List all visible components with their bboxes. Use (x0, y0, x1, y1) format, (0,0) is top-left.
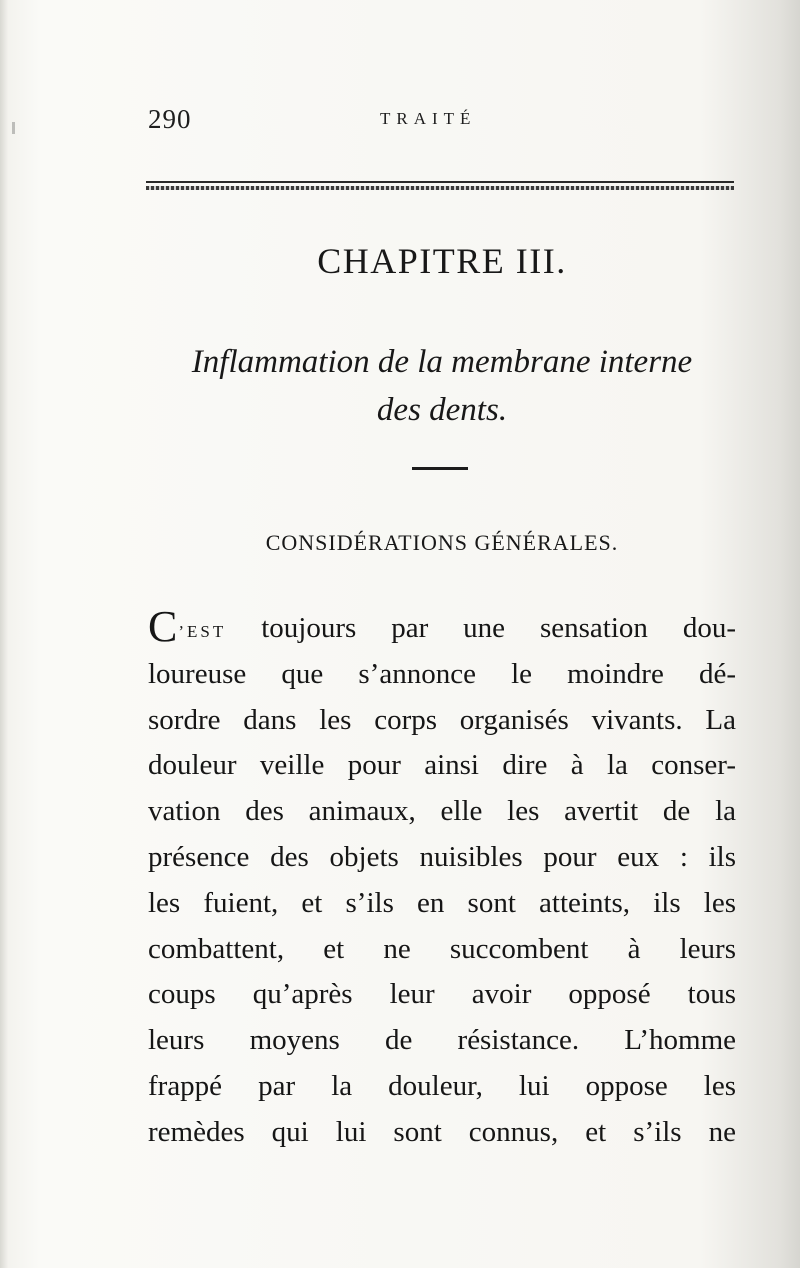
section-heading: CONSIDÉRATIONS GÉNÉRALES. (265, 530, 619, 555)
text-line: présence des objets nuisibles pour eux : ils (148, 840, 736, 873)
text-line: sordre dans les corps organisés vivants. La (148, 703, 736, 736)
chapter-subtitle-line: Inflammation de la membrane interne (191, 344, 693, 380)
chapter-title: CHAPITRE III. (317, 241, 567, 281)
page-header (148, 104, 736, 140)
text-line: coups qu’après leur avoir opposé tous (148, 978, 736, 1011)
text-line: les fuient, et s’ils en sont atteints, ils les (148, 886, 736, 919)
page-number: 290 (148, 104, 192, 134)
text-line-rest: toujours par une sensation dou- (261, 612, 737, 644)
text-line: douleur veille pour ainsi dire à la conser- (148, 749, 736, 782)
text-line: vation des animaux, elle les avertit de la (148, 795, 736, 828)
section-divider (412, 467, 468, 470)
drop-cap: C (148, 602, 178, 651)
running-head: TRAITÉ (380, 109, 477, 128)
header-rule (146, 181, 734, 193)
header-rule-line (146, 181, 734, 183)
body-text (148, 602, 737, 1156)
header-rule-ornament (146, 186, 734, 190)
chapter-subtitle (148, 338, 736, 434)
text-line: leurs moyens de résistance. L’homme (148, 1024, 736, 1057)
text-line: combattent, et ne succombent à leurs (148, 932, 736, 965)
opening-smallcaps: ’EST (178, 622, 227, 641)
page-edge-shadow (0, 0, 8, 1268)
text-line: frappé par la douleur, lui oppose les (148, 1069, 736, 1102)
chapter-subtitle-line: des dents. (376, 392, 508, 428)
text-line: remèdes qui lui sont connus, et s’ils ne (148, 1115, 736, 1148)
paper-blemish (12, 122, 15, 134)
text-line: loureuse que s’annonce le moindre dé- (148, 657, 736, 690)
text-line (148, 602, 737, 652)
